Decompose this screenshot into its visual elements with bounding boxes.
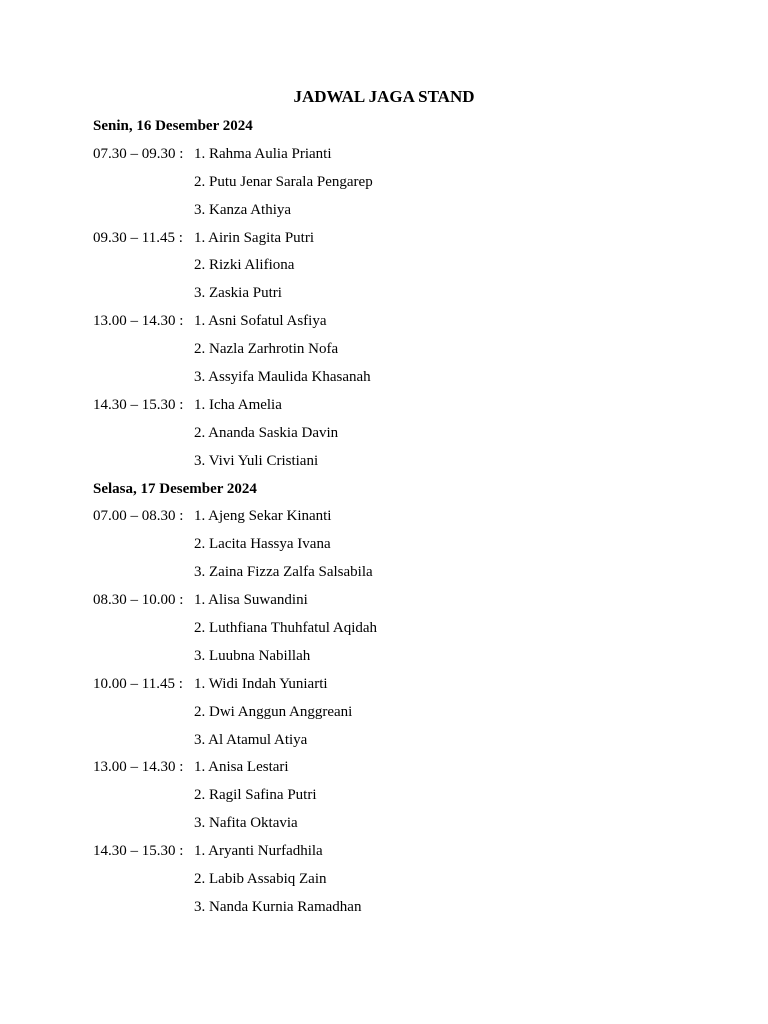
member-name: 1. Rahma Aulia Prianti <box>194 145 332 162</box>
time-slot: 07.00 – 08.30 : <box>93 508 184 525</box>
member-name: 2. Dwi Anggun Anggreani <box>194 703 353 720</box>
member-name: 1. Icha Amelia <box>194 396 282 413</box>
member-name: 1. Asni Sofatul Asfiya <box>194 313 327 330</box>
time-slot: 09.30 – 11.45 : <box>93 229 183 246</box>
member-name: 3. Zaskia Putri <box>194 285 282 302</box>
schedule-row <box>93 448 693 476</box>
member-name: 1. Aryanti Nurfadhila <box>194 843 323 860</box>
schedule-row <box>93 308 693 336</box>
member-name: 3. Luubna Nabillah <box>194 647 311 664</box>
schedule-row <box>93 754 693 782</box>
schedule-row <box>93 531 693 559</box>
schedule-row <box>93 141 693 169</box>
schedule-row <box>93 699 693 727</box>
member-name: 3. Nanda Kurnia Ramadhan <box>194 898 362 915</box>
member-name: 2. Ragil Safina Putri <box>194 787 317 804</box>
schedule-row <box>93 252 693 280</box>
member-name: 2. Rizki Alifiona <box>194 257 295 274</box>
member-name: 3. Vivi Yuli Cristiani <box>194 452 319 469</box>
member-name: 1. Alisa Suwandini <box>194 592 308 609</box>
time-slot: 10.00 – 11.45 : <box>93 675 183 692</box>
schedule-row <box>93 280 693 308</box>
member-name: 3. Al Atamul Atiya <box>194 731 308 748</box>
time-slot: 13.00 – 14.30 : <box>93 313 184 330</box>
schedule-row <box>93 587 693 615</box>
member-name: 3. Nafita Oktavia <box>194 815 298 832</box>
schedule-row <box>93 503 693 531</box>
member-name: 2. Lacita Hassya Ivana <box>194 536 331 553</box>
schedule-row <box>93 782 693 810</box>
member-name: 2. Luthfiana Thuhfatul Aqidah <box>194 620 378 637</box>
day-heading: Selasa, 17 Desember 2024 <box>93 480 257 497</box>
document-title: JADWAL JAGA STAND <box>293 87 475 106</box>
schedule-row <box>93 810 693 838</box>
day-heading: Senin, 16 Desember 2024 <box>93 118 253 134</box>
schedule-content <box>93 113 693 922</box>
member-name: 3. Zaina Fizza Zalfa Salsabila <box>194 564 373 581</box>
schedule-row <box>93 336 693 364</box>
time-slot: 14.30 – 15.30 : <box>93 843 184 860</box>
schedule-row <box>93 671 693 699</box>
schedule-row <box>93 643 693 671</box>
member-name: 3. Assyifa Maulida Khasanah <box>194 369 371 386</box>
member-name: 1. Widi Indah Yuniarti <box>194 675 328 692</box>
time-slot: 13.00 – 14.30 : <box>93 759 184 776</box>
member-name: 1. Ajeng Sekar Kinanti <box>194 508 332 525</box>
schedule-row <box>93 727 693 755</box>
schedule-row <box>93 420 693 448</box>
member-name: 2. Ananda Saskia Davin <box>194 424 339 441</box>
schedule-row <box>93 392 693 420</box>
time-slot: 07.30 – 09.30 : <box>93 145 184 162</box>
schedule-row <box>93 559 693 587</box>
schedule-row <box>93 364 693 392</box>
schedule-row <box>93 894 693 922</box>
member-name: 1. Anisa Lestari <box>194 759 289 776</box>
schedule-row <box>93 866 693 894</box>
schedule-row <box>93 169 693 197</box>
member-name: 3. Kanza Athiya <box>194 201 292 218</box>
schedule-row <box>93 838 693 866</box>
schedule-row <box>93 225 693 253</box>
member-name: 2. Labib Assabiq Zain <box>194 871 327 888</box>
member-name: 1. Airin Sagita Putri <box>194 229 314 246</box>
schedule-row <box>93 615 693 643</box>
member-name: 2. Nazla Zarhrotin Nofa <box>194 341 339 358</box>
time-slot: 08.30 – 10.00 : <box>93 592 184 609</box>
time-slot: 14.30 – 15.30 : <box>93 396 184 413</box>
member-name: 2. Putu Jenar Sarala Pengarep <box>194 173 373 190</box>
schedule-row <box>93 197 693 225</box>
